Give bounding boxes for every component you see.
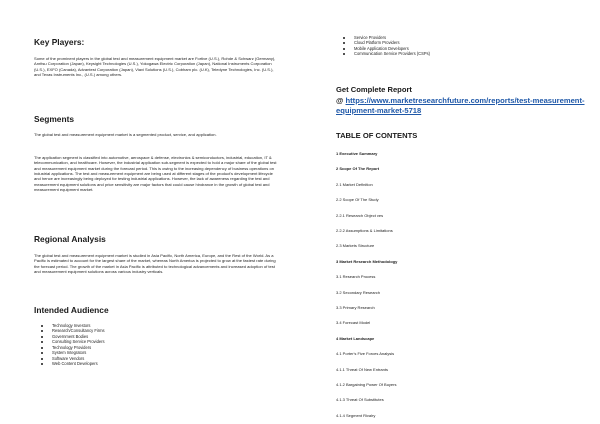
- toc-item: 2 Scope Of The Report: [336, 166, 380, 172]
- toc-item: 3.4 Forecast Model: [336, 320, 371, 326]
- get-report-heading: Get Complete Report: [336, 85, 412, 94]
- intended-audience-heading: Intended Audience: [34, 305, 109, 315]
- segments-intro-text: The global test and measurement equipment market is a segmented product, service, and application.: [34, 132, 217, 137]
- toc-item: 4.1.3 Threat Of Substitutes: [336, 397, 384, 403]
- toc-item: 4.1.2 Bargaining Power Of Buyers: [336, 382, 397, 387]
- list-item: Government Bodies: [34, 334, 105, 339]
- list-item: Cloud Platform Providers: [336, 40, 430, 45]
- list-item: Technology Investors: [34, 323, 105, 328]
- list-item: Consulting Service Providers: [34, 339, 105, 344]
- key-players-text: Some of the prominent players in the global test and measurement equipment market are Fortive (U.S.), Rohde & Schwarz (Germany), Anritsu Corporation (Japan), Keysight Technologies (U.S.), Yokogawa Electric Corporation (Japan), National Instruments Corporation (U.S.), EXFO (Canada), Advantest Corporation (Japan), Viavi Solutions (U.S.), Cobham plc. (U.K), Teledyne Technologies, Inc. (U.S.), and Texas Instruments Inc., (U.S.) among others.: [34, 56, 276, 78]
- report-link-line: [336, 96, 586, 116]
- toc-item: 4.1.4 Segment Rivalry: [336, 412, 376, 418]
- report-link[interactable]: https://www.marketresearchfuture.com/reports/test-measurement-equipment-market-5718: [336, 96, 585, 115]
- segments-heading: Segments: [34, 114, 75, 124]
- toc-item: 4.1.1 Threat Of New Entrants: [336, 366, 388, 372]
- toc-item: 3.2 Secondary Research: [336, 289, 381, 295]
- toc-item: 4.1 Porter's Five Forces Analysis: [336, 351, 395, 357]
- list-item: Software Vendors: [34, 356, 105, 361]
- list-item: Web Content Developers: [34, 361, 105, 366]
- list-item: Research/Consultancy Firms: [34, 328, 105, 333]
- list-item: Mobile Application Developers: [336, 46, 430, 51]
- toc-heading: TABLE OF CONTENTS: [336, 131, 418, 140]
- list-item: Communication Service Providers (CSPs): [336, 51, 430, 56]
- toc-item: 3 Market Research Methodology: [336, 258, 398, 264]
- list-item: System Integrators: [34, 350, 105, 355]
- toc-item: 2.2.1 Research Object ves: [336, 212, 384, 218]
- key-players-heading: Key Players:: [34, 37, 85, 47]
- regional-analysis-heading: Regional Analysis: [34, 234, 106, 244]
- toc-item: 2.1 Market Definition: [336, 181, 373, 187]
- toc-item: 4 Market Landscape: [336, 335, 375, 341]
- intended-audience-list: [34, 323, 105, 367]
- segments-detail-text: The application segment is classified into automotive, aerospace & defense, electronics & semiconductors, industrial, education, IT & telecommunication, and healthcare. However, the industrial application sub-segment is expected to hold a major share of the global test and measurement equipment market during the forecast period. This is owing to the increasing dependency of business operations on industrial applications. The test and measurement equipment are being used at different stages of the product's development lifecycle and hence are increasingly being deployed for testing industrial applications. However, the lack of awareness regarding the test and measurement equipment solutions and price sensitivity are major factors that could cause hindrance in the growth of global test and measurement equipment market.: [34, 155, 277, 193]
- list-item: Technology Providers: [34, 345, 105, 350]
- toc-item: 2.2.2 Assumptions & Limitations: [336, 228, 393, 233]
- toc-item: 3.1 Research Process: [336, 274, 376, 280]
- list-item: Service Providers: [336, 35, 430, 40]
- toc-item: 2.2 Scope Of The Study: [336, 197, 379, 203]
- intended-audience-list-continued: [336, 35, 430, 57]
- toc-item: 3.3 Primary Research: [336, 305, 375, 310]
- regional-analysis-text: The global test and measurement equipment market is studied in Asia Pacific, North America, Europe, and the Rest of the World. As a Pacific is estimated to account for the largest share of the market, whereas North America is projected to grow at the fastest rate during the forecast period. The growth of the market in Asia Pacific is attributed to technological advancements and increased adoption of test and measurement equipment solutions across various industry verticals.: [34, 253, 276, 275]
- toc-item: 1 Executive Summary: [336, 151, 378, 156]
- toc-item: 2.3 Markets Structure: [336, 243, 375, 249]
- report-link-prefix: @: [336, 96, 346, 105]
